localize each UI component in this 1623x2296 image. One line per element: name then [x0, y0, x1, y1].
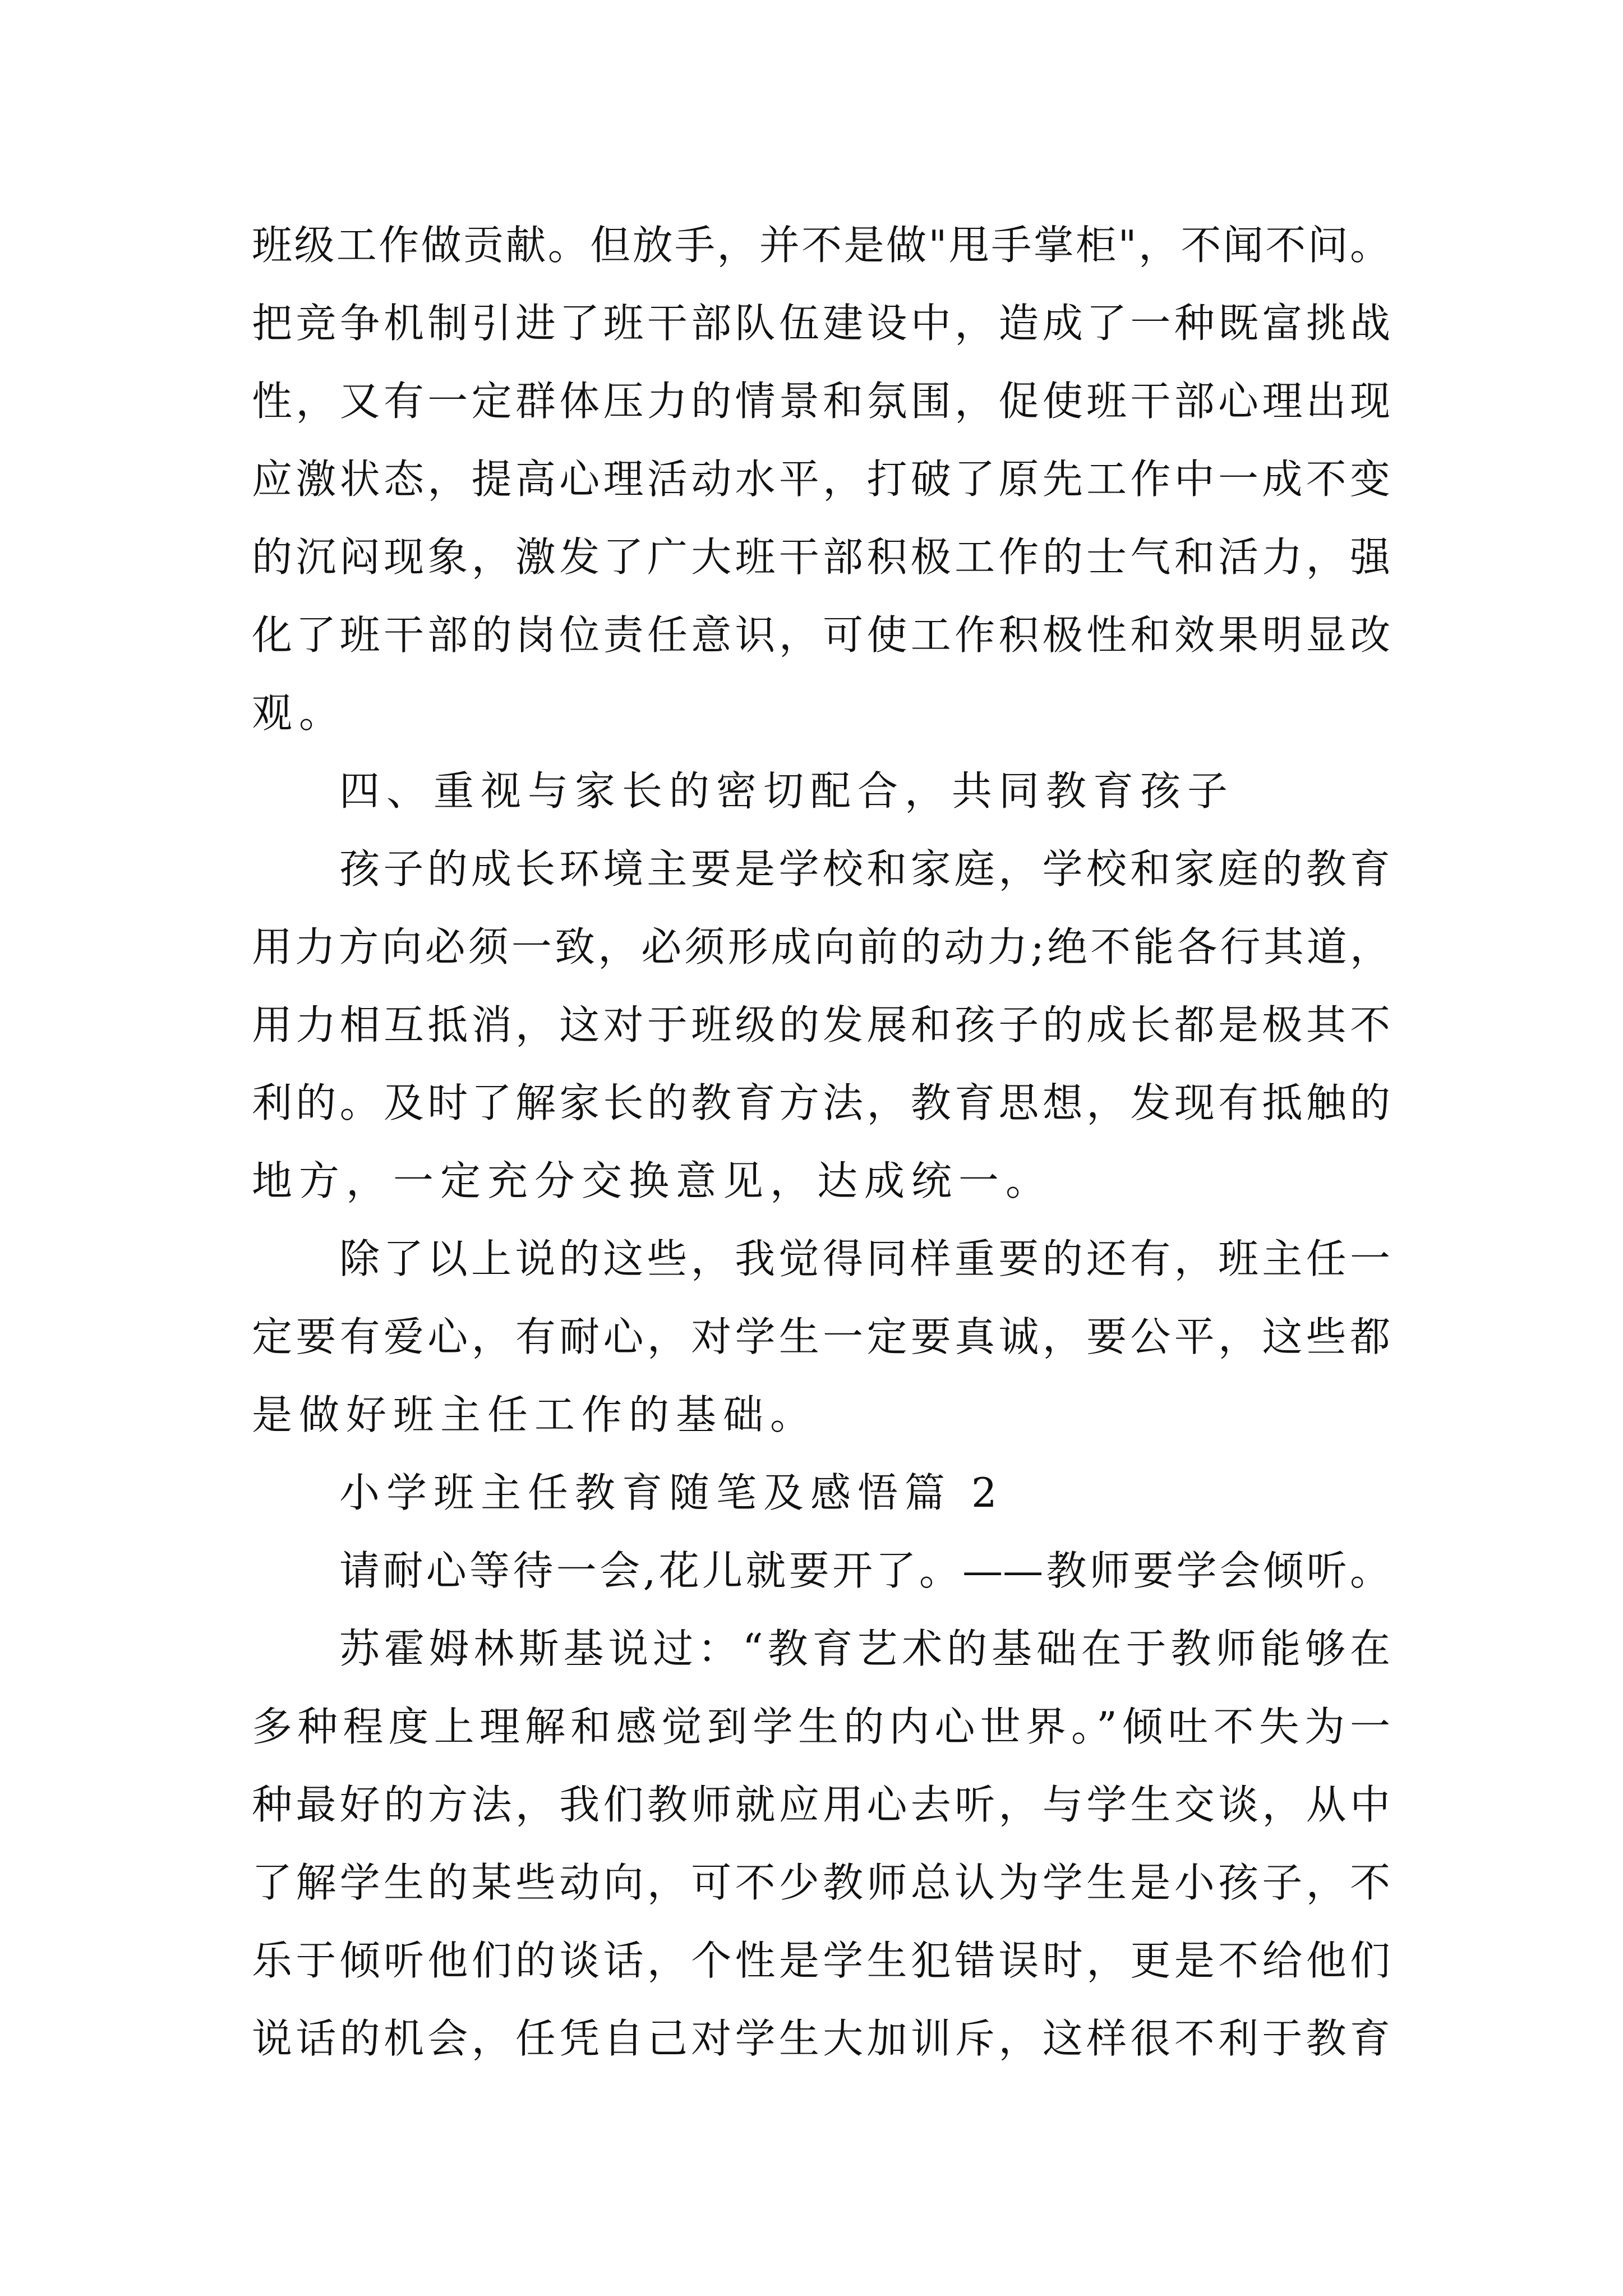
- text-line: 是做好班主任工作的基础。: [252, 1391, 818, 1438]
- text-line: 的沉闷现象，激发了广大班干部积极工作的士气和活力，强: [252, 533, 1390, 581]
- text-line: 性，又有一定群体压力的情景和氛围，促使班干部心理出现: [252, 378, 1390, 425]
- paragraph-first-line: 苏霍姆林斯基说过：“教育艺术的基础在于教师能够在: [339, 1625, 1390, 1672]
- text-line: 定要有爱心，有耐心，对学生一定要真诚，要公平，这些都: [252, 1313, 1390, 1360]
- paragraph-first-line: 请耐心等待一会,花儿就要开了。——教师要学会倾听。: [339, 1547, 1390, 1594]
- text-line: 把竞争机制引进了班干部队伍建设中，造成了一种既富挑战: [252, 300, 1390, 347]
- text-line: 应激状态，提高心理活动水平，打破了原先工作中一成不变: [252, 455, 1390, 503]
- section-heading: 四、重视与家长的密切配合，共同教育孩子: [339, 767, 1235, 815]
- text-line: 了解学生的某些动向，可不少教师总认为学生是小孩子，不: [252, 1859, 1390, 1906]
- text-line: 说话的机会，任凭自己对学生大加训斥，这样很不利于教育: [252, 2015, 1390, 2062]
- text-line: 乐于倾听他们的谈话，个性是学生犯错误时，更是不给他们: [252, 1937, 1390, 1984]
- text-line: 地方，一定充分交换意见，达成统一。: [252, 1157, 1053, 1204]
- text-line: 种最好的方法，我们教师就应用心去听，与学生交谈，从中: [252, 1781, 1390, 1828]
- text-line: 用力方向必须一致，必须形成向前的动力;绝不能各行其道，: [252, 923, 1390, 970]
- paragraph-first-line: 除了以上说的这些，我觉得同样重要的还有，班主任一: [339, 1235, 1390, 1282]
- text-line: 多种程度上理解和感觉到学生的内心世界。”倾吐不失为一: [252, 1703, 1390, 1750]
- text-line: 利的。及时了解家长的教育方法，教育思想，发现有抵触的: [252, 1079, 1390, 1126]
- text-line: 用力相互抵消，这对于班级的发展和孩子的成长都是极其不: [252, 1001, 1390, 1048]
- text-line: 化了班干部的岗位责任意识，可使工作积极性和效果明显改: [252, 611, 1390, 659]
- text-line: 班级工作做贡献。但放手，并不是做"甩手掌柜"，不闻不问。: [252, 222, 1390, 269]
- article-title: 小学班主任教育随笔及感悟篇 2: [339, 1469, 1004, 1516]
- text-line: 观。: [252, 689, 347, 737]
- paragraph-first-line: 孩子的成长环境主要是学校和家庭，学校和家庭的教育: [339, 845, 1390, 892]
